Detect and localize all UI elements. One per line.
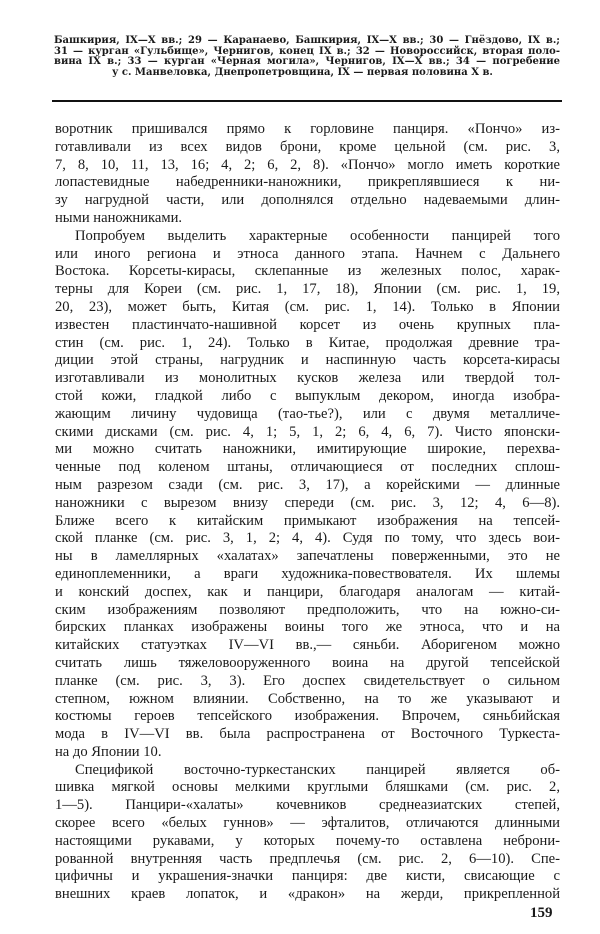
text-line: Попробуем выделить характерные особенности панцирей того [75,227,560,244]
text-line: костюмы героев тепсейского изображения. Впрочем, сяньбийская [55,708,560,725]
text-line: ными наножниками. [55,209,183,226]
caption-line: вина IX в.; 33 — курган «Черная могила», Чернигов, IX—X вв.; 34 — погребение [54,56,560,68]
caption-line: у с. Манвеловка, Днепропетровщина, IX — первая половина X в. [112,66,493,78]
text-line: стой кожи, гладкой либо с выпуклым декором, иногда изобра- [55,387,560,404]
text-line: единоплеменники, а враги художника-повествователя. Их шлемы [55,565,560,582]
text-line: готавливали из всех видов брони, кроме цельной (см. рис. 3, [55,138,560,155]
text-line: ской планке (см. рис. 3, 1, 2; 4, 4). Судя по тому, что здесь вои- [55,530,560,547]
text-line: внешних краев лопаток, и «дракон» на жерди, прикрепленной [55,886,560,903]
figure-caption-notes [54,36,560,78]
caption-line: 31 — курган «Гульбище», Чернигов, конец IX в.; 32 — Новороссийск, вторая поло- [54,45,560,57]
text-line: скорее всего «белых гуннов» — эфталитов, отличаются длинными [55,815,560,832]
body-text [55,121,560,904]
text-line: терны для Кореи (см. рис. 1, 17, 18), Японии (см. рис. 1, 19, [55,281,560,298]
text-line: стин (см. рис. 1, 24). Только в Китае, продолжая древние тра- [55,334,560,351]
caption-line: Башкирия, IX—X вв.; 29 — Каранаево, Башкирия, IX—X вв.; 30 — Гнёздово, IX в.; [54,35,560,46]
text-line: или иного региона и этноса данного этапа. Начнем с Дальнего [55,245,560,262]
text-line: и конский доспех, как и панцири, благодаря аналогам — китай- [55,583,560,600]
text-line: Ближе всего к китайским примыкают изображения на тепсей- [55,512,560,529]
text-line: рованной внутренняя часть предплечья (см. рис. 2, 6—10). Спе- [55,850,560,867]
text-line: диции этой страны, нагрудник и наспинную часть корсета-кирасы [55,352,560,369]
separator-rule [52,100,562,102]
text-line: ским изображениям позволяют предположить, что на южно-си- [55,601,560,618]
text-line: степном, южном влиянии. Собственно, на то же указывают и [55,690,560,707]
text-line: на до Японии 10. [55,743,162,760]
text-line: 7, 8, 10, 11, 13, 16; 4, 2; 6, 2, 8). «Пончо» могло иметь короткие [55,156,560,173]
page-number: 159 [530,905,553,921]
text-line: наножники с вырезом внизу спереди (см. рис. 3, 12; 4, 6—8). [55,494,560,511]
text-line: лопастевидные набедренники-наножники, прикреплявшиеся к ни- [55,174,560,191]
text-line: планке (см. рис. 3, 3). Его доспех свидетельствует о сильном [55,672,560,689]
text-line: 20, 23), может быть, Китая (см. рис. 1, 14). Только в Японии [55,298,560,315]
text-line: настоящими рукавами, у которых почему-то оставлена неброни- [55,832,560,849]
text-line: жающим личину чудовища (тао-тье?), или с двумя металличе- [55,405,560,422]
text-line: зу нагрудной части, или дополнялся отдельно надеваемыми длин- [55,192,560,209]
text-line: китайских статуэтках IV—VI вв.,— сяньби. Аборигеном можно [55,637,560,654]
text-line: мода в IV—VI вв. была распространена от Восточного Туркеста- [55,726,560,743]
text-line: ми можно считать наножники, имитирующие широкие, перехва- [55,441,560,458]
text-line: Спецификой восточно-туркестанских панцирей является об- [75,761,560,778]
text-line: 1—5). Панцири-«халаты» кочевников среднеазиатских степей, [55,797,560,814]
text-line: известен пластинчато-нашивной корсет из очень крупных пла- [55,316,560,333]
text-line: цифичны и украшения-значки панциря: две кисти, свисающие с [55,868,560,885]
text-line: скими дисками (см. рис. 4, 1; 5, 1, 2; 6, 4, 6, 7). Чисто японски- [55,423,560,440]
text-line: шивка мягкой основы мелкими круглыми бляшками (см. рис. 2, [55,779,560,796]
text-line: Востока. Корсеты-кирасы, склепанные из железных полос, харак- [55,263,560,280]
text-line: ны в ламеллярных «халатах» запечатлены поверженными, это не [55,548,560,565]
text-line: ченные под коленом штаны, отличающиеся от последних сплош- [55,459,560,476]
text-line: воротник пришивался прямо к горловине панциря. «Пончо» из- [55,121,560,137]
text-line: изготавливали из монолитных кусков железа или твердой тол- [55,370,560,387]
text-line: считать лишь тяжеловооруженного воина на другой тепсейской [55,654,560,671]
text-line: ным разрезом сзади (см. рис. 3, 17), а корейскими — длинные [55,476,560,493]
text-line: бирских планках изображены воины того же этноса, что и на [55,619,560,636]
